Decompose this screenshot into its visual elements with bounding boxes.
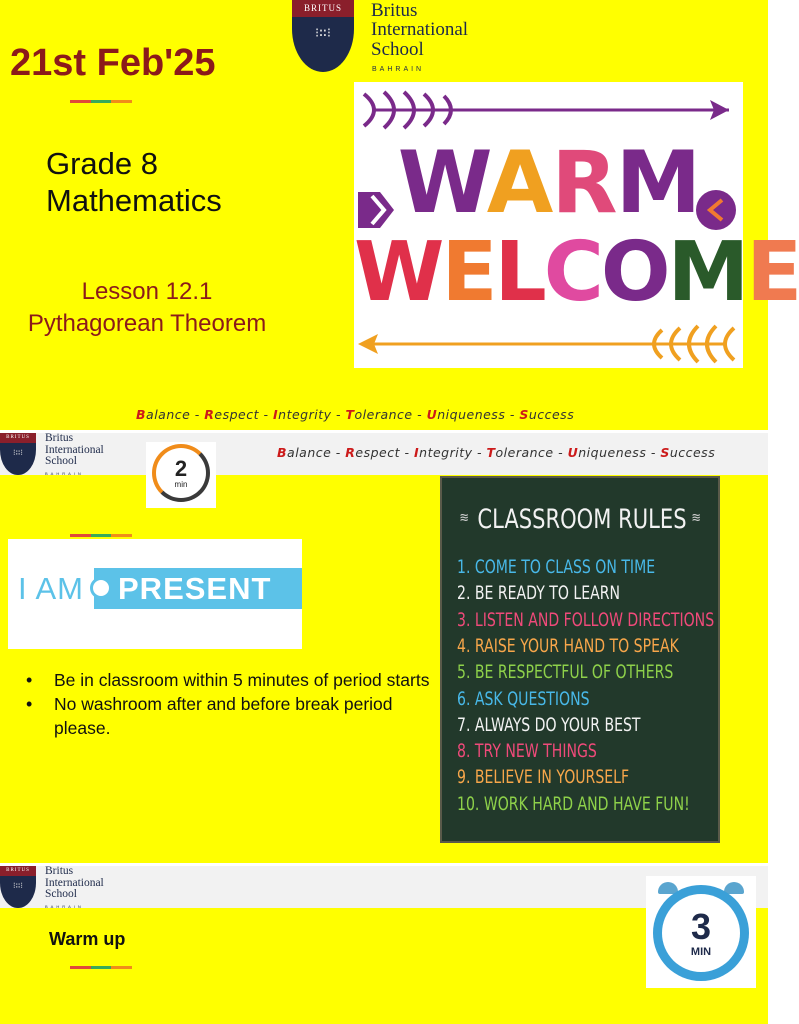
timer-number: 3 <box>690 906 712 947</box>
poster-rule-item: 8. TRY NEW THINGS <box>457 740 597 763</box>
warm-welcome-image <box>354 82 799 368</box>
welcome-word-welcome <box>354 225 799 320</box>
school-name-line1: Britus <box>45 432 74 444</box>
list-item: • No washroom after and before break period please. <box>22 692 432 740</box>
value-rest: niqueness <box>437 407 506 422</box>
title-sparkle-icon: ≋ <box>460 510 469 526</box>
value-initial: T <box>345 407 355 422</box>
welcome-letter-e2: E <box>746 225 799 320</box>
school-values: Balance - Respect - Integrity - Tolerance - Uniqueness - Success <box>277 445 716 460</box>
timer-unit: MIN <box>690 946 712 958</box>
value-initial: I <box>414 445 420 460</box>
crest-badge-label: BRITUS <box>0 866 36 876</box>
grade-label: Grade 8 <box>46 146 159 181</box>
list-item: • Be in classroom within 5 minutes of period starts <box>22 668 432 692</box>
value-rest: ntegrity <box>278 407 332 422</box>
welcome-letter-o: O <box>600 225 668 320</box>
lesson-date: 21st Feb'25 <box>10 42 216 84</box>
school-name-line2: International <box>45 443 104 456</box>
poster-rule-item: 1. COME TO CLASS ON TIME <box>457 556 656 578</box>
crest-emblem-icon: ⁝∷⁝ <box>13 881 23 890</box>
lesson-number: Lesson 12.1 <box>81 278 213 305</box>
welcome-letter-e: E <box>441 225 495 320</box>
warm-up-heading: Warm up <box>49 929 126 949</box>
value-initial: B <box>136 407 147 422</box>
crest-emblem-icon: ⁝∷⁝ <box>13 448 23 457</box>
school-location: BAHRAIN <box>372 66 425 73</box>
lesson-title: Pythagorean Theorem <box>27 309 267 337</box>
school-location: BAHRAIN <box>45 471 84 476</box>
timer-unit: min <box>174 480 188 489</box>
school-name-line3: School <box>45 888 77 901</box>
school-name <box>45 433 104 468</box>
value-rest: olerance <box>495 445 554 460</box>
classroom-rules-poster <box>440 476 720 843</box>
poster-rule-item: 7. ALWAYS DO YOUR BEST <box>457 713 641 736</box>
value-rest: espect <box>214 407 260 422</box>
value-rest: niqueness <box>578 445 647 460</box>
value-initial: S <box>519 407 529 422</box>
welcome-word-warm <box>354 133 743 233</box>
school-values: Balance - Respect - Integrity - Tolerance - Uniqueness - Success <box>136 407 575 422</box>
poster-rule-item: 4. RAISE YOUR HAND TO SPEAK <box>457 634 679 657</box>
slide-1 <box>0 0 799 430</box>
crest-badge-label: BRITUS <box>292 0 354 17</box>
welcome-letter-m: M <box>667 225 747 320</box>
present-left-text: I AM <box>8 568 94 609</box>
grade-subject <box>46 145 222 219</box>
accent-divider <box>70 966 132 969</box>
school-name-line3: School <box>45 455 77 468</box>
three-minute-timer-icon <box>646 876 756 988</box>
school-name <box>371 1 468 59</box>
warm-letter-m: M <box>615 133 700 233</box>
value-rest: espect <box>355 445 401 460</box>
school-name-line1: Britus <box>45 865 74 877</box>
school-name-line1: Britus <box>371 0 418 21</box>
value-initial: S <box>660 445 670 460</box>
school-location: BAHRAIN <box>45 904 84 909</box>
accent-divider <box>70 534 132 537</box>
title-sparkle-icon: ≋ <box>692 510 701 526</box>
value-rest: olerance <box>354 407 413 422</box>
value-rest: alance <box>146 407 191 422</box>
school-name-line2: International <box>45 876 104 889</box>
poster-rule-item: 6. ASK QUESTIONS <box>457 687 590 710</box>
value-initial: R <box>345 445 356 460</box>
value-rest: uccess <box>669 445 716 460</box>
warm-letter-w: W <box>397 133 487 233</box>
crest-emblem-icon: ⁝∷⁝ <box>314 26 332 41</box>
welcome-letter-l: L <box>494 225 544 320</box>
school-name <box>45 866 104 901</box>
value-initial: U <box>567 445 579 460</box>
i-am-present-banner <box>8 539 302 649</box>
value-rest: alance <box>287 445 332 460</box>
value-initial: I <box>273 407 279 422</box>
poster-rule-item: 9. BELIEVE IN YOURSELF <box>457 766 630 789</box>
welcome-letter-w: W <box>354 225 442 320</box>
two-minute-timer-icon <box>146 442 216 508</box>
subject-label: Mathematics <box>46 183 222 219</box>
present-right-text: PRESENT <box>118 571 272 606</box>
timer-number: 2 <box>174 456 188 481</box>
value-rest: uccess <box>528 407 575 422</box>
warm-letter-a: A <box>486 133 552 233</box>
crest-badge-label: BRITUS <box>0 433 36 443</box>
welcome-letter-c: C <box>543 225 601 320</box>
poster-rule-item: 3. LISTEN AND FOLLOW DIRECTIONS <box>457 608 715 631</box>
value-rest: ntegrity <box>419 445 473 460</box>
value-initial: R <box>204 407 215 422</box>
warm-letter-r: R <box>551 133 616 233</box>
poster-rule-item: 2. BE READY TO LEARN <box>457 582 621 605</box>
accent-divider <box>70 100 132 103</box>
school-name-line3: School <box>371 38 424 60</box>
school-name-line2: International <box>371 19 469 41</box>
poster-title: CLASSROOM RULES <box>477 504 687 535</box>
value-initial: T <box>486 445 496 460</box>
value-initial: U <box>426 407 438 422</box>
attendance-rules-list <box>22 668 432 740</box>
poster-rule-item: 5. BE RESPECTFUL OF OTHERS <box>457 661 674 684</box>
present-circle-icon <box>90 577 112 599</box>
lesson-heading <box>16 276 278 339</box>
school-crest-logo <box>292 0 354 72</box>
value-initial: B <box>277 445 288 460</box>
poster-rule-item: 10. WORK HARD AND HAVE FUN! <box>457 792 690 815</box>
